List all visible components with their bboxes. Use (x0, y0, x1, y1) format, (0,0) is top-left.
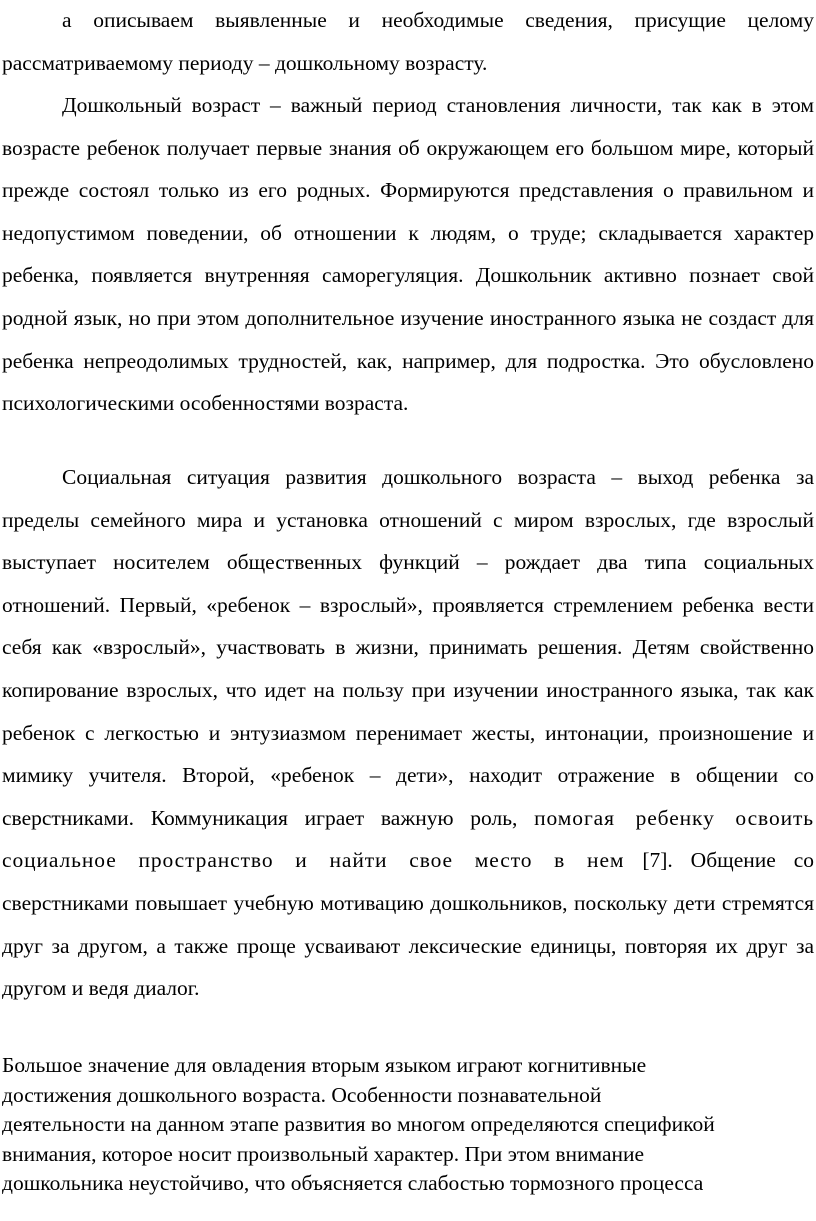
paragraph-social-situation (2, 456, 814, 1010)
paragraph-social-situation-part-1: Социальная ситуация развития дошкольного возраста – выход ребенка за пределы семейного мира и установка отношений с миром взрослых, где взрослый выступает носителем общественных функций – рождает два типа социальных отношений. Первый, «ребенок – взрослый», проявляется стремлением ребенка вести себя как «взрослый», участвовать в жизни, принимать решения. Детям свойственно копирование взрослых, что идет на пользу при изучении иностранного языка, так как ребенок с легкостью и энтузиазмом перенимает жесты, интонации, произношение и мимику учителя. Второй, «ребенок – дети», находит отражение в общении со сверстниками. Коммуникация играет важную роль, (2, 465, 814, 830)
paragraph-line: достижения дошкольного возраста. Особенности познавательной (2, 1082, 602, 1107)
paragraph-social-situation-part-3: [7]. Общение со сверстниками повышает учебную мотивацию дошкольников, поскольку дети стремятся друг за другом, а также проще усваивают лексические единицы, повторяя их друг за другом и ведя диалог. (2, 848, 815, 1001)
paragraph-preschool-age: Дошкольный возраст – важный период становления личности, так как в этом возрасте ребенок получает первые знания об окружающем его большом мире, который прежде состоял только из его родных. Формируются представления о правильном и недопустимом поведении, об отношении к людям, о труде; складывается характер ребенка, появляется внутренняя саморегуляция. Дошкольник активно познает свой родной язык, но при этом дополнительное изучение иностранного языка не создаст для ребенка непреодолимых трудностей, как, например, для подростка. Это обусловлено психологическими особенностями возраста. (2, 93, 814, 416)
paragraph-line: дошкольника неустойчиво, что объясняется слабостью тормозного процесса (2, 1171, 704, 1195)
paragraph-continuation: а описываем выявленные и необходимые сведения, присущие целому рассматриваемому периоду – дошкольному возрасту. (2, 8, 814, 75)
paragraph-line: внимания, которое носит произвольный характер. При этом внимание (2, 1141, 645, 1166)
paragraph-line: Большое значение для овладения вторым языком играют когнитивные (2, 1053, 647, 1077)
paragraph-cognitive-achievements (2, 1051, 814, 1199)
paragraph-social-situation-part-2: помогая ребенку освоить социальное пространство и найти свое место в нем (2, 805, 814, 873)
paragraph-line: деятельности на данном этапе развития во многом определяются спецификой (2, 1112, 715, 1136)
